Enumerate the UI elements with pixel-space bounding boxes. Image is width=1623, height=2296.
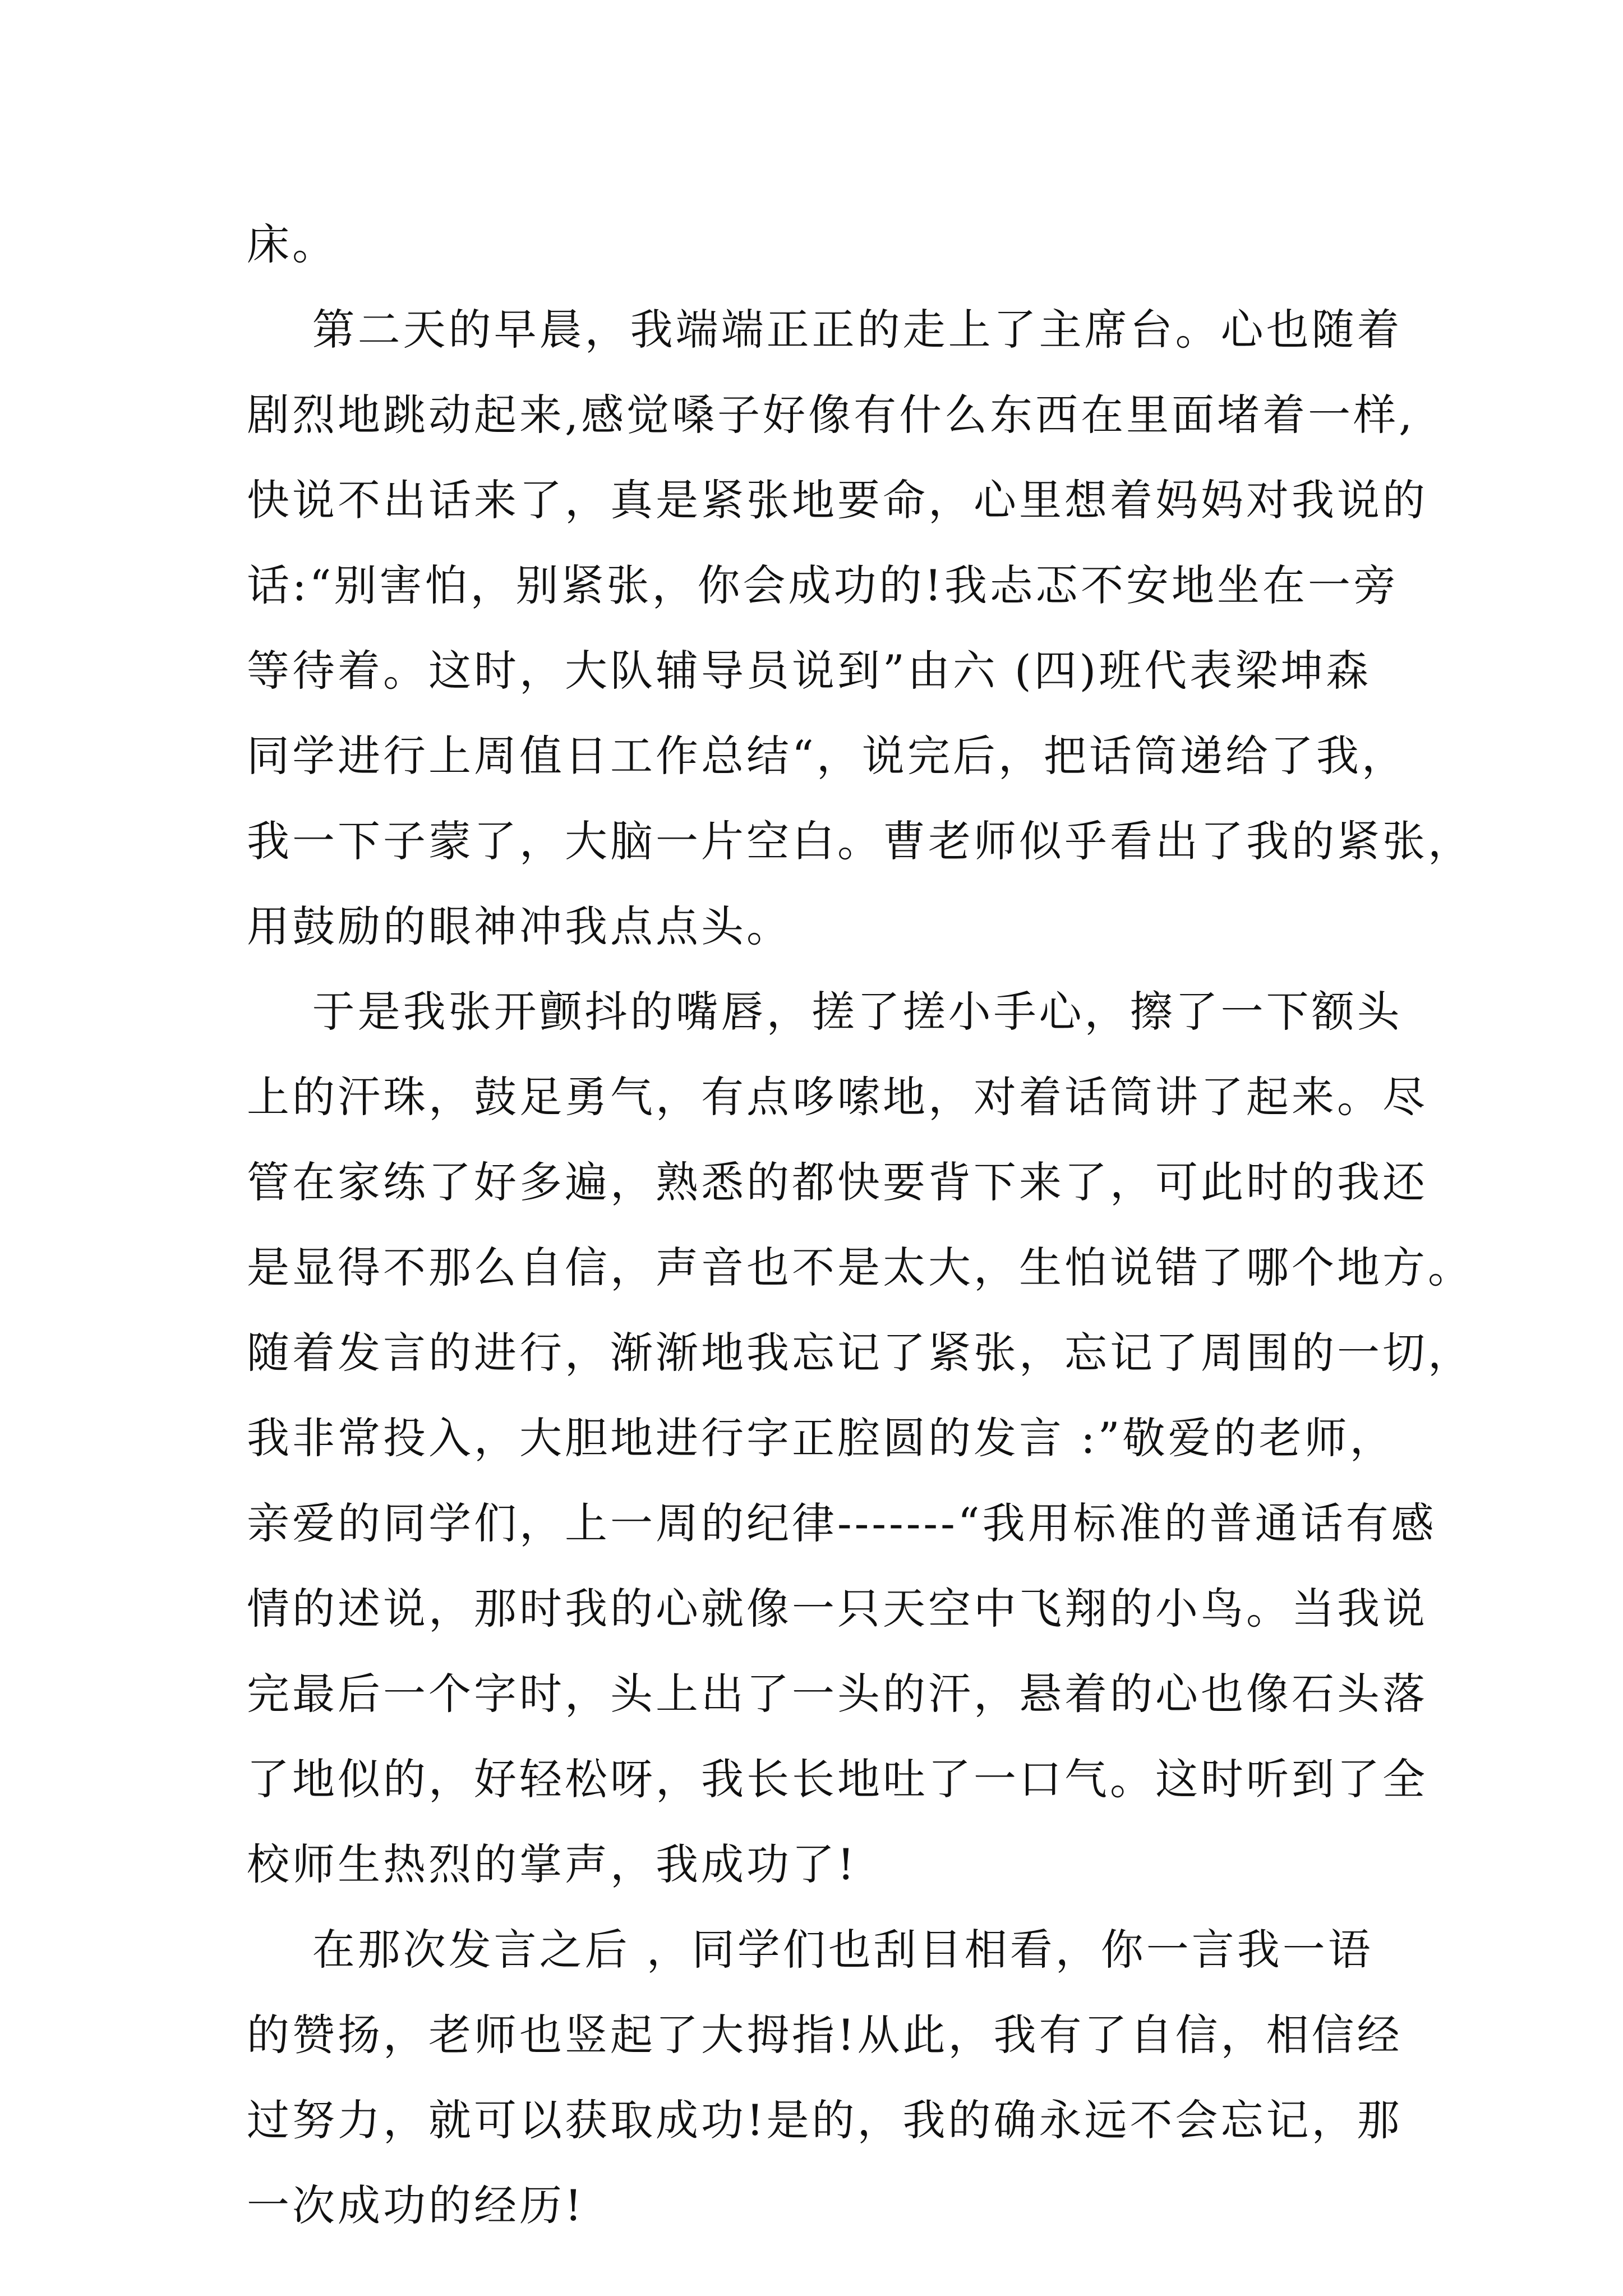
text-line: 等待着。这时，大队辅导员说到”由六 (四)班代表梁坤森 [247,646,1372,696]
text-line: 一次成功的经历! [247,2180,585,2230]
text-line: 快说不出话来了，真是紧张地要命，心里想着妈妈对我说的 [247,475,1428,525]
text-line: 校师生热烈的掌声，我成功了! [247,1839,857,1889]
text-line: 是显得不那么自信，声音也不是太大，生怕说错了哪个地方。 [247,1243,1473,1292]
text-line: 了地似的，好轻松呀，我长长地吐了一口气。这时听到了全 [247,1754,1428,1804]
text-line: 我一下子蒙了，大脑一片空白。曹老师似乎看出了我的紧张， [247,816,1473,866]
text-line: 话:“别害怕，别紧张，你会成功的!我忐忑不安地坐在一旁 [247,560,1399,610]
document-body [247,202,1473,2248]
text-line: 完最后一个字时，头上出了一头的汗，悬着的心也像石头落 [247,1669,1428,1719]
text-line: 剧烈地跳动起来,感觉嗓子好像有什么东西在里面堵着一样, [247,390,1415,440]
text-line: 用鼓励的眼神冲我点点头。 [247,901,792,951]
text-line: 于是我张开颤抖的嘴唇，搓了搓小手心，擦了一下额头 [247,987,1403,1037]
text-line: 管在家练了好多遍，熟悉的都快要背下来了，可此时的我还 [247,1157,1428,1207]
text-line: 亲爱的同学们，上一周的纪律-------“我用标准的普通话有感 [247,1498,1437,1548]
text-line: 床。 [247,219,338,269]
text-line: 上的汗珠，鼓足勇气，有点哆嗦地，对着话筒讲了起来。尽 [247,1072,1428,1122]
text-line: 随着发言的进行，渐渐地我忘记了紧张，忘记了周围的一切， [247,1328,1473,1378]
text-line: 情的述说，那时我的心就像一只天空中飞翔的小鸟。当我说 [247,1584,1428,1634]
text-line: 同学进行上周值日工作总结“，说完后，把话筒递给了我， [247,731,1407,781]
text-line: 第二天的早晨，我端端正正的走上了主席台。心也随着 [247,305,1403,355]
text-line: 的赞扬，老师也竖起了大拇指!从此，我有了自信，相信经 [247,2010,1403,2060]
text-line: 过努力，就可以获取成功!是的，我的确永远不会忘记，那 [247,2095,1403,2145]
text-line: 我非常投入，大胆地进行字正腔圆的发言 :”敬爱的老师， [247,1413,1395,1463]
text-line: 在那次发言之后 ，同学们也刮目相看，你一言我一语 [247,1925,1373,1975]
